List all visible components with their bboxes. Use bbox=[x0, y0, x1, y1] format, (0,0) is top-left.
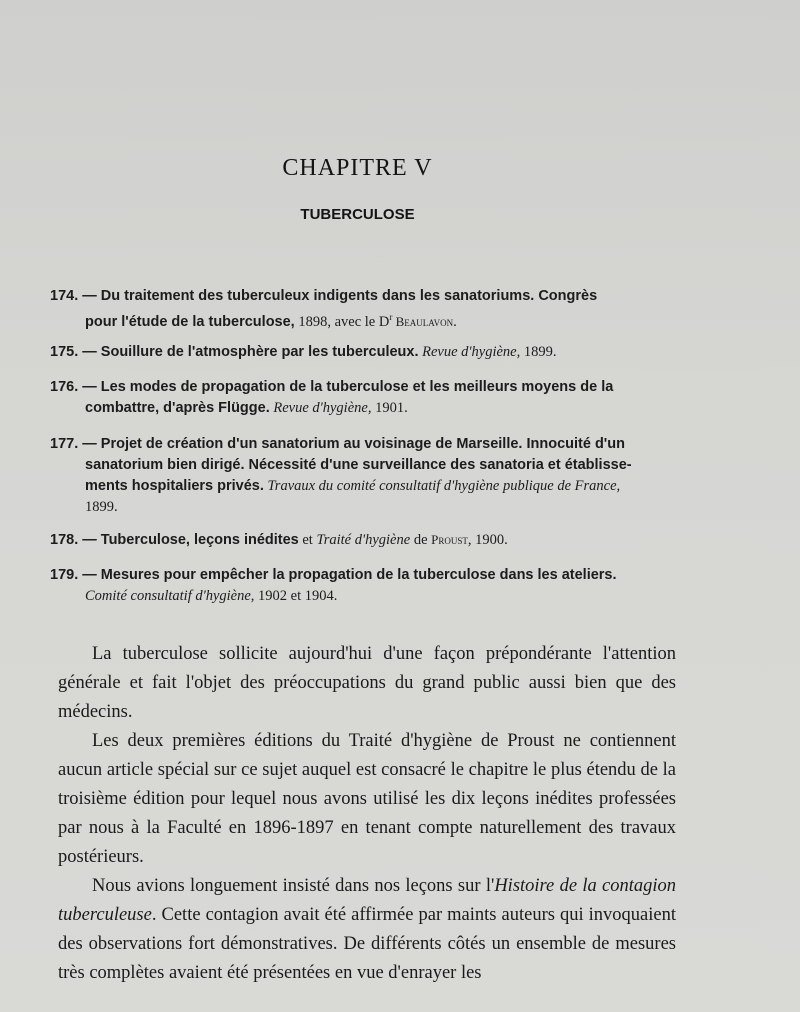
paragraph-text: . Cette contagion avait été affirmée par maints auteurs qui invoquaient des observations fort démonstratives. De différents côtés un ensemble de mesures très complètes avaient été présentées en vue d'enrayer les bbox=[58, 905, 676, 983]
reference-number: 175. bbox=[50, 344, 79, 360]
reference-178 bbox=[50, 529, 675, 551]
reference-conj: et bbox=[298, 532, 317, 548]
reference-179 bbox=[50, 565, 675, 607]
reference-work: Traité d'hygiène bbox=[316, 532, 411, 548]
reference-detail: 1898, avec le D bbox=[294, 313, 390, 330]
paragraph bbox=[58, 872, 676, 988]
reference-title-cont: ments hospitaliers privés. bbox=[85, 478, 264, 494]
reference-number: 177. bbox=[50, 436, 79, 452]
reference-dash: — bbox=[78, 288, 101, 304]
paragraph: La tuberculose sollicite aujourd'hui d'une façon prépondérante l'attention générale et fait l'objet des préoccupations du grand public aussi bien que des médecins. bbox=[58, 644, 676, 722]
reference-dash: — bbox=[78, 567, 101, 583]
reference-title: Mesures pour empêcher la propagation de la tuberculose dans les ateliers. bbox=[100, 567, 617, 583]
reference-journal: Travaux du comité consultatif d'hygiène publique de France, bbox=[263, 478, 621, 494]
reference-prep: de bbox=[410, 532, 432, 548]
paragraph: Les deux premières éditions du Traité d'hygiène de Proust ne contiennent aucun article spécial sur ce sujet auquel est consacré le chapitre le plus étendu de la troisième édition pour lequel nous avons utilisé les dix leçons inédites professées par nous à la Faculté en 1896-1897 en tenant compte naturellement des travaux postérieurs. bbox=[58, 731, 676, 867]
body-text bbox=[58, 640, 676, 988]
reference-177 bbox=[50, 434, 675, 518]
reference-author: Beaulavon bbox=[392, 313, 454, 329]
reference-dash: — bbox=[78, 344, 101, 360]
reference-year: 1899. bbox=[520, 344, 557, 360]
reference-175 bbox=[50, 342, 675, 363]
reference-end: . bbox=[453, 313, 457, 330]
paragraph-italic: Histoire de la contagion tuberculeuse bbox=[58, 876, 676, 925]
reference-dash: — bbox=[78, 379, 101, 395]
chapter-title: CHAPITRE V bbox=[282, 155, 433, 181]
reference-number: 174. bbox=[50, 288, 79, 304]
reference-174 bbox=[50, 286, 675, 333]
reference-journal: Revue d'hygiène, bbox=[269, 400, 372, 416]
reference-sup: r bbox=[389, 312, 393, 322]
reference-dash: — bbox=[78, 532, 101, 548]
reference-year: 1901. bbox=[371, 400, 408, 416]
reference-year: 1899. bbox=[85, 499, 118, 515]
reference-year: 1902 et 1904. bbox=[254, 588, 338, 604]
reference-title: Souillure de l'atmosphère par les tuberculeux. bbox=[100, 344, 419, 360]
reference-year: , 1900. bbox=[467, 532, 508, 548]
chapter-subtitle: TUBERCULOSE bbox=[300, 206, 415, 223]
reference-title: Du traitement des tuberculeux indigents dans les sanatoriums. Congrès bbox=[100, 288, 598, 304]
reference-journal: Comité consultatif d'hygiène, bbox=[85, 588, 255, 604]
reference-number: 178. bbox=[50, 532, 79, 548]
reference-176 bbox=[50, 377, 675, 419]
reference-title-cont: pour l'étude de la tuberculose, bbox=[85, 313, 295, 330]
paragraph-text: Nous avions longuement insisté dans nos leçons sur l' bbox=[92, 876, 495, 896]
reference-journal: Revue d'hygiène, bbox=[418, 344, 521, 360]
reference-title: Les modes de propagation de la tuberculose et les meilleurs moyens de la bbox=[100, 379, 614, 395]
reference-title: Tuberculose, leçons inédites bbox=[100, 532, 299, 548]
reference-title: Projet de création d'un sanatorium au voisinage de Marseille. Innocuité d'un bbox=[100, 436, 625, 452]
reference-number: 179. bbox=[50, 567, 79, 583]
reference-dash: — bbox=[78, 436, 101, 452]
reference-title-cont: combattre, d'après Flügge. bbox=[85, 400, 270, 416]
reference-title-cont: sanatorium bien dirigé. Nécessité d'une surveillance des sanatoria et établisse- bbox=[85, 457, 632, 473]
reference-number: 176. bbox=[50, 379, 79, 395]
reference-author: Proust bbox=[431, 532, 468, 547]
